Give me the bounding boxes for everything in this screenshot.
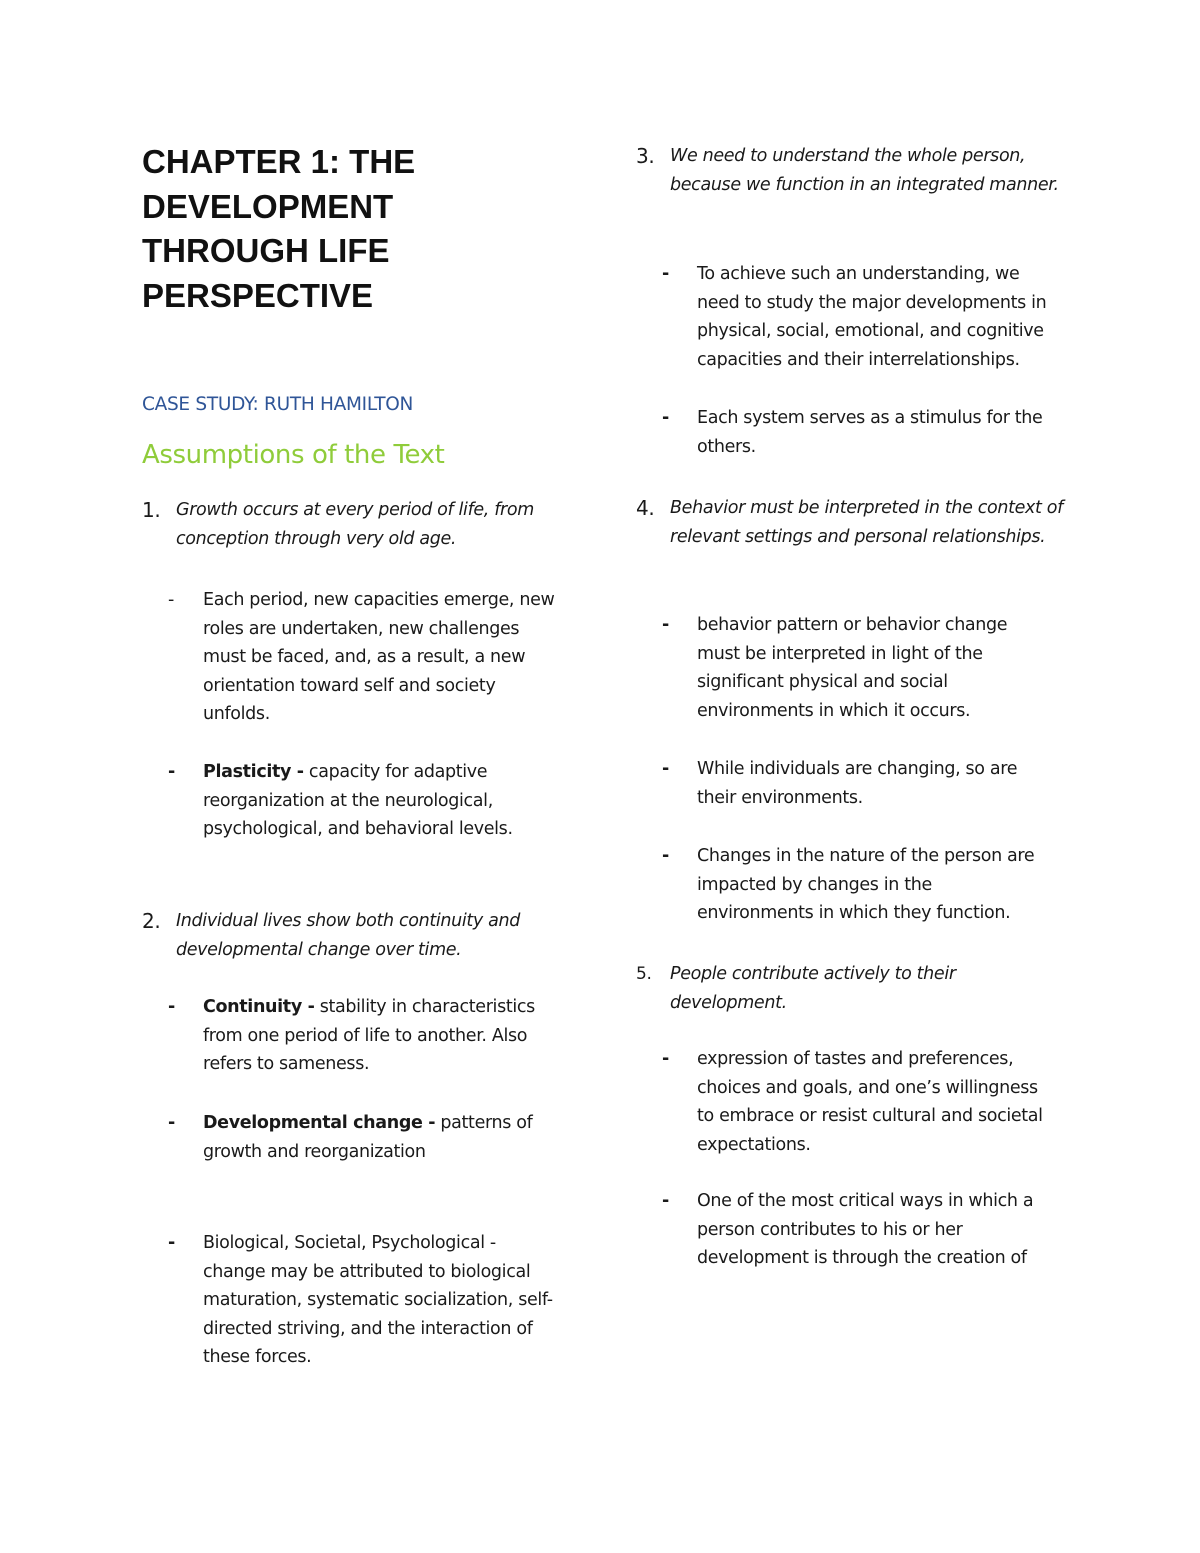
term-definition: capacity for adaptive reorganization at the neurological, psychological, and behavioral levels. (203, 762, 513, 839)
chapter-title-line: THROUGH LIFE (142, 232, 390, 269)
bullet-dash: - (662, 1049, 669, 1069)
bullet-text: behavior pattern or behavior change must be interpreted in light of the significant physical and social environments in which it occurs. (697, 615, 1008, 721)
item-number: 1. (142, 498, 161, 522)
bullet-dash: - (662, 759, 669, 779)
bullet-item (662, 1045, 1052, 1159)
bullet-item (168, 758, 558, 844)
bullet-dash: - (168, 1233, 175, 1253)
bullet-item (662, 260, 1052, 374)
term-label: Plasticity - (203, 762, 304, 782)
bullet-text: To achieve such an understanding, we need to study the major developments in physical, social, emotional, and cognitive capacities and their interrelationships. (697, 264, 1047, 370)
bullet-text: Each system serves as a stimulus for the others. (697, 408, 1043, 457)
bullet-dash: - (662, 615, 669, 635)
bullet-text: While individuals are changing, so are their environments. (697, 759, 1018, 808)
bullet-item (662, 1187, 1052, 1273)
item-text: We need to understand the whole person, because we function in an integrated manner. (670, 146, 1059, 195)
chapter-title-line: PERSPECTIVE (142, 276, 374, 314)
term-definition: stability in characteristics from one period of life to another. Also refers to sameness. (203, 997, 535, 1074)
bullet-item (662, 404, 1052, 461)
bullet-text: Each period, new capacities emerge, new roles are undertaken, new challenges must be faced, and, as a result, a new orientation toward self and society unfolds. (203, 590, 555, 724)
bullet-dash: - (168, 762, 175, 782)
chapter-title-line: CHAPTER 1: THE (142, 143, 416, 180)
bullet-dash: - (662, 264, 669, 284)
item-text: Behavior must be interpreted in the context of relevant settings and personal relationships. (670, 498, 1063, 547)
bullet-text (203, 758, 558, 844)
bullet-dash: - (662, 846, 669, 866)
chapter-title (142, 140, 582, 318)
bullet-text: Changes in the nature of the person are impacted by changes in the environments in which they function. (697, 846, 1035, 923)
term-label: Developmental change - (203, 1113, 436, 1133)
numbered-item-3 (636, 142, 1076, 199)
item-number: 3. (636, 144, 655, 168)
case-study-heading: CASE STUDY: RUTH HAMILTON (142, 394, 414, 415)
bullet-item (168, 1229, 558, 1372)
chapter-title-line: DEVELOPMENT (142, 187, 394, 225)
item-text: People contribute actively to their development. (670, 964, 956, 1013)
bullet-dash: - (662, 408, 669, 428)
numbered-item-4 (636, 494, 1076, 551)
item-number: 2. (142, 909, 161, 933)
left-column (142, 140, 582, 1367)
bullet-dash: - (168, 590, 174, 610)
bullet-text: One of the most critical ways in which a person contributes to his or her development is through the creation of (697, 1191, 1034, 1268)
term-label: Continuity - (203, 997, 315, 1017)
bullet-dash: - (168, 997, 175, 1017)
item-text: Individual lives show both continuity and developmental change over time. (176, 911, 520, 960)
bullet-text: expression of tastes and preferences, choices and goals, and one’s willingness to embrace or resist cultural and societal expectations. (697, 1049, 1043, 1155)
bullet-item (662, 842, 1052, 928)
bullet-text (203, 1109, 558, 1166)
bullet-item (662, 755, 1052, 812)
bullet-item (662, 611, 1052, 725)
item-number: 4. (636, 496, 655, 520)
bullet-item (168, 993, 558, 1079)
bullet-item (168, 1109, 558, 1166)
term-definition: patterns of growth and reorganization (203, 1113, 533, 1162)
bullet-dash: - (662, 1191, 669, 1211)
bullet-item (168, 586, 558, 729)
numbered-item-2 (142, 907, 582, 964)
item-text: Growth occurs at every period of life, from conception through very old age. (176, 500, 534, 549)
item-number: 5. (636, 964, 652, 984)
numbered-item-5 (636, 960, 1076, 1017)
bullet-text (203, 993, 558, 1079)
bullet-dash: - (168, 1113, 175, 1133)
bullet-text: Biological, Societal, Psychological - change may be attributed to biological maturation, systematic socialization, self-directed striving, and the interaction of these forces. (203, 1233, 553, 1367)
numbered-item-1 (142, 496, 582, 553)
section-heading: Assumptions of the Text (142, 440, 445, 470)
